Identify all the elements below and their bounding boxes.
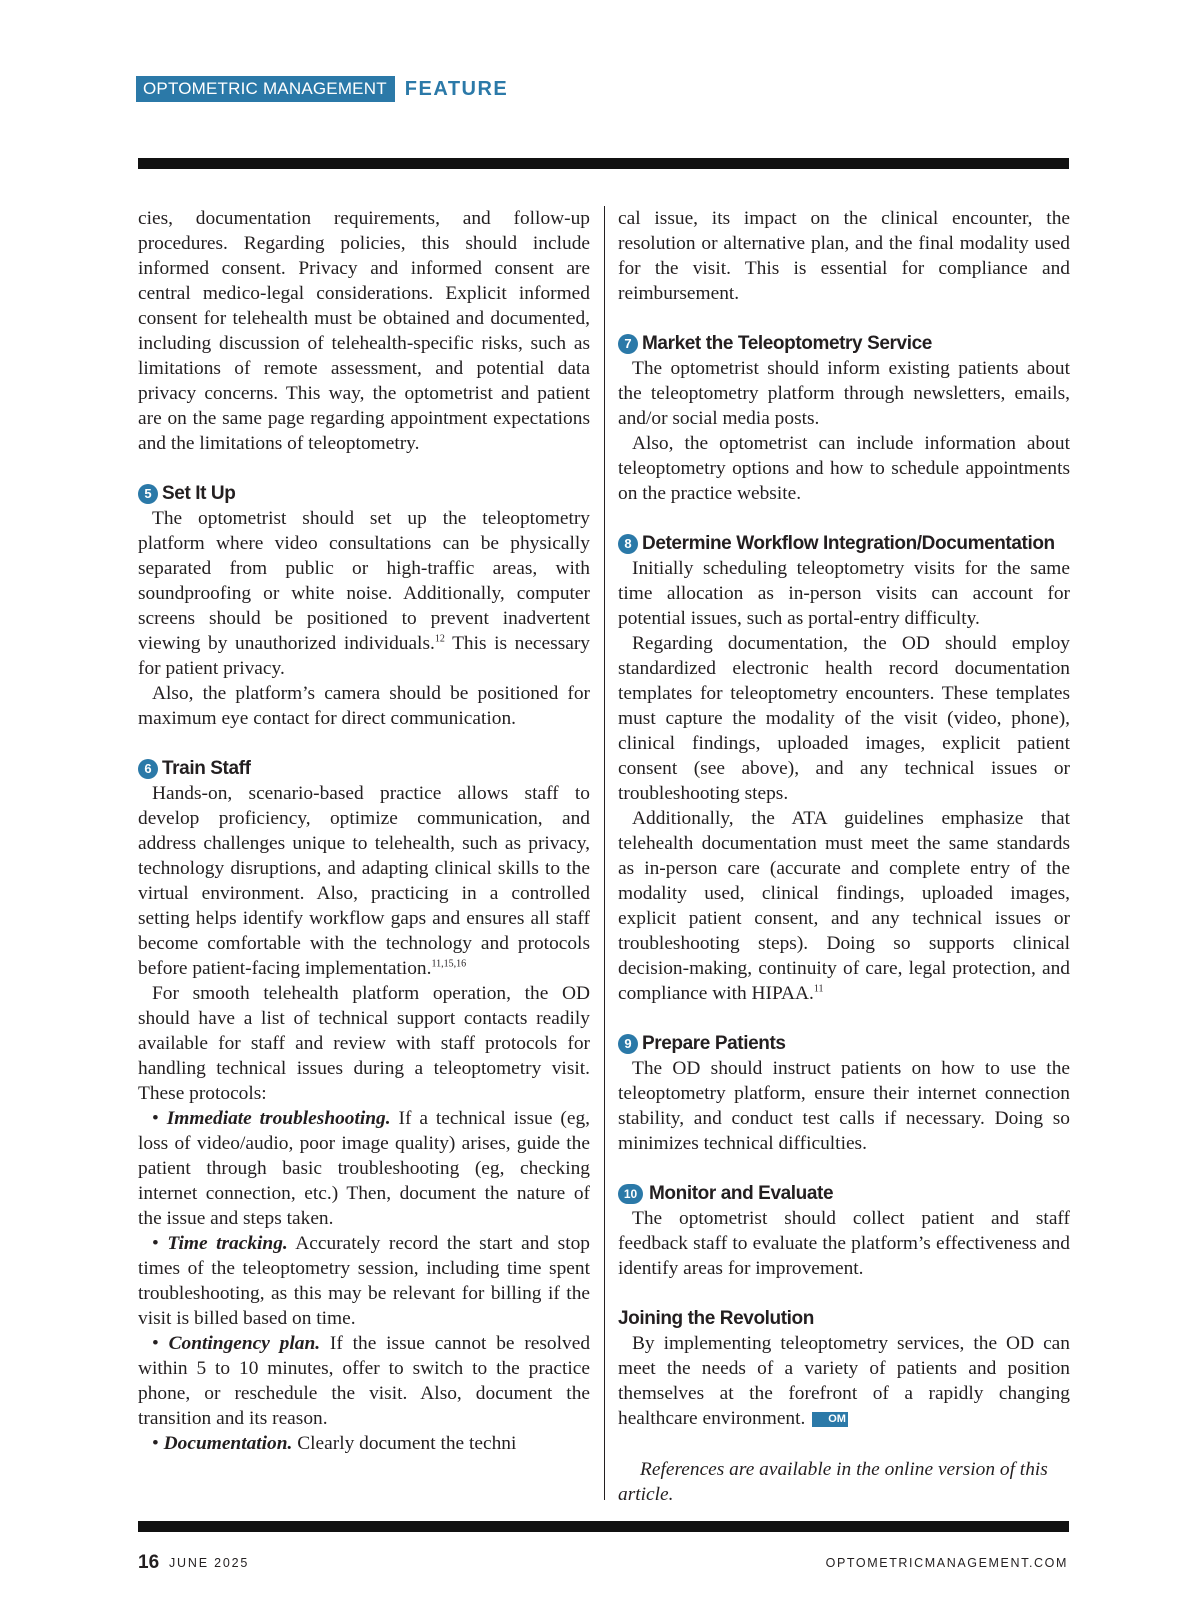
body-paragraph: The optometrist should inform existing patients about the teleoptometry platform through newsletters, emails, and/or social media posts. — [618, 358, 1070, 429]
bullet-item: • Documentation. Clearly document the techni — [152, 1433, 517, 1454]
bullet-item: • Contingency plan. If the issue cannot be resolved within 5 to 10 minutes, offer to switch to the practice phone, or reschedule the visit. Also, document the transition and its reason. — [138, 1333, 591, 1429]
page-number: 16 — [138, 1552, 160, 1573]
section-number-badge: 8 — [618, 534, 638, 554]
body-paragraph: The optometrist should set up the teleoptometry platform where video consultations can be physically separated from public or high-traffic areas, with soundproofing or white noise. Additionally, computer screens should be positioned to prevent inadvertent viewing by unauthorized individuals.$^{12}$ This is necessary for patient privacy. — [138, 508, 590, 679]
section-heading-market — [618, 331, 1070, 356]
section-heading-prepare-patients — [618, 1031, 1070, 1056]
section-heading-train-staff — [138, 756, 590, 781]
section-label: FEATURE — [404, 77, 509, 100]
section-number-badge: 10 — [618, 1184, 643, 1204]
end-mark-logo: OM — [812, 1412, 848, 1427]
body-paragraph: Also, the platform’s camera should be positioned for maximum eye contact for direct communication. — [138, 683, 590, 729]
reference-superscript: 11 — [813, 983, 824, 995]
conclusion-heading: Joining the Revolution — [618, 1308, 814, 1329]
section-heading-monitor — [618, 1181, 1070, 1206]
body-paragraph: The OD should instruct patients on how to use the teleoptometry platform, ensure their internet connection stability, and conduct test calls if necessary. Doing so minimizes technical difficulties. — [618, 1058, 1070, 1154]
section-number-badge: 5 — [138, 484, 158, 504]
left-column — [138, 206, 590, 1456]
issue-date: JUNE 2025 — [169, 1556, 250, 1570]
right-column — [618, 206, 1070, 1507]
body-paragraph: Regarding documentation, the OD should employ standardized electronic health record documentation templates for teleoptometry encounters. These templates must capture the modality of the visit (video, phone), clinical findings, uploaded images, explicit patient consent (see above), and any technical issues or troubleshooting steps. — [618, 633, 1070, 804]
body-paragraph: Also, the optometrist can include information about teleoptometry options and how to schedule appointments on the practice website. — [618, 433, 1070, 504]
section-heading-set-it-up — [138, 481, 590, 506]
column-divider — [604, 206, 605, 1500]
bullet-item: • Immediate troubleshooting. If a technical issue (eg, loss of video/audio, poor image quality) arises, guide the patient through basic troubleshooting (eg, checking internet connection, etc.) Then, document the nature of the issue and steps taken. — [138, 1108, 590, 1229]
website-link[interactable]: OPTOMETRICMANAGEMENT.COM — [825, 1556, 1068, 1570]
bullet-item: • Time tracking. Accurately record the start and stop times of the teleoptometry session, including time spent troubleshooting, as this may be relevant for billing if the visit is billed based on time. — [138, 1233, 590, 1329]
section-title: Train Staff — [162, 758, 251, 779]
continued-paragraph: cal issue, its impact on the clinical encounter, the resolution or alternative plan, and the final modality used for the visit. This is essential for compliance and reimbursement. — [618, 208, 1070, 304]
running-header — [136, 76, 508, 102]
section-number-badge: 6 — [138, 759, 158, 779]
body-paragraph: Initially scheduling teleoptometry visits for the same time allocation as in-person visits can account for potential issues, such as portal-entry difficulty. — [618, 558, 1070, 629]
references-note: References are available in the online version of this article. — [618, 1459, 1048, 1505]
reference-superscript: 12 — [434, 633, 445, 645]
top-rule — [138, 158, 1069, 169]
section-title: Prepare Patients — [642, 1033, 786, 1054]
bottom-rule — [138, 1521, 1069, 1532]
section-title: Set It Up — [162, 483, 236, 504]
intro-paragraph: cies, documentation requirements, and follow-up procedures. Regarding policies, this should include informed consent. Privacy and informed consent are central medico-legal considerations. Explicit informed consent for telehealth must be obtained and documented, including discussion of telehealth-specific risks, such as limitations of remote assessment, and potential data privacy concerns. This way, the optometrist and patient are on the same page regarding appointment expectations and the limitations of teleoptometry. — [138, 208, 590, 454]
publication-brand: OPTOMETRIC MANAGEMENT — [136, 76, 395, 102]
section-title: Market the Teleoptometry Service — [642, 333, 932, 354]
body-paragraph: Hands-on, scenario-based practice allows staff to develop proficiency, optimize communication, and address challenges unique to telehealth, such as privacy, technology disruptions, and adapting clinical skills to the virtual environment. Also, practicing in a controlled setting helps identify workflow gaps and ensures all staff become comfortable with the technology and protocols before patient-facing implementation.$^{11,15,16}$ — [138, 783, 590, 979]
section-title: Monitor and Evaluate — [649, 1183, 834, 1204]
body-paragraph: For smooth telehealth platform operation, the OD should have a list of technical support contacts readily available for staff and review with staff protocols for handling technical issues during a teleoptometry visit. These protocols: — [138, 983, 590, 1104]
section-heading-workflow — [618, 531, 1070, 556]
section-number-badge: 9 — [618, 1034, 638, 1054]
body-paragraph: Additionally, the ATA guidelines emphasize that telehealth documentation must meet the same standards as in-person care (accurate and complete entry of the modality used, clinical findings, uploaded images, explicit patient consent, and any technical issues or troubleshooting steps). Doing so supports clinical decision-making, continuity of care, legal protection, and compliance with HIPAA.$^{11}$ — [618, 808, 1070, 1004]
section-number-badge: 7 — [618, 334, 638, 354]
body-paragraph: The optometrist should collect patient and staff feedback staff to evaluate the platform’s effectiveness and identify areas for improvement. — [618, 1208, 1070, 1279]
section-title: Determine Workflow Integration/Documentation — [642, 533, 1055, 554]
page-footer — [0, 1552, 1200, 1576]
body-paragraph: By implementing teleoptometry services, the OD can meet the needs of a variety of patients and position themselves at the forefront of a rapidly changing healthcare environment. OM — [618, 1333, 1070, 1429]
reference-superscript: 11,15,16 — [431, 958, 467, 970]
